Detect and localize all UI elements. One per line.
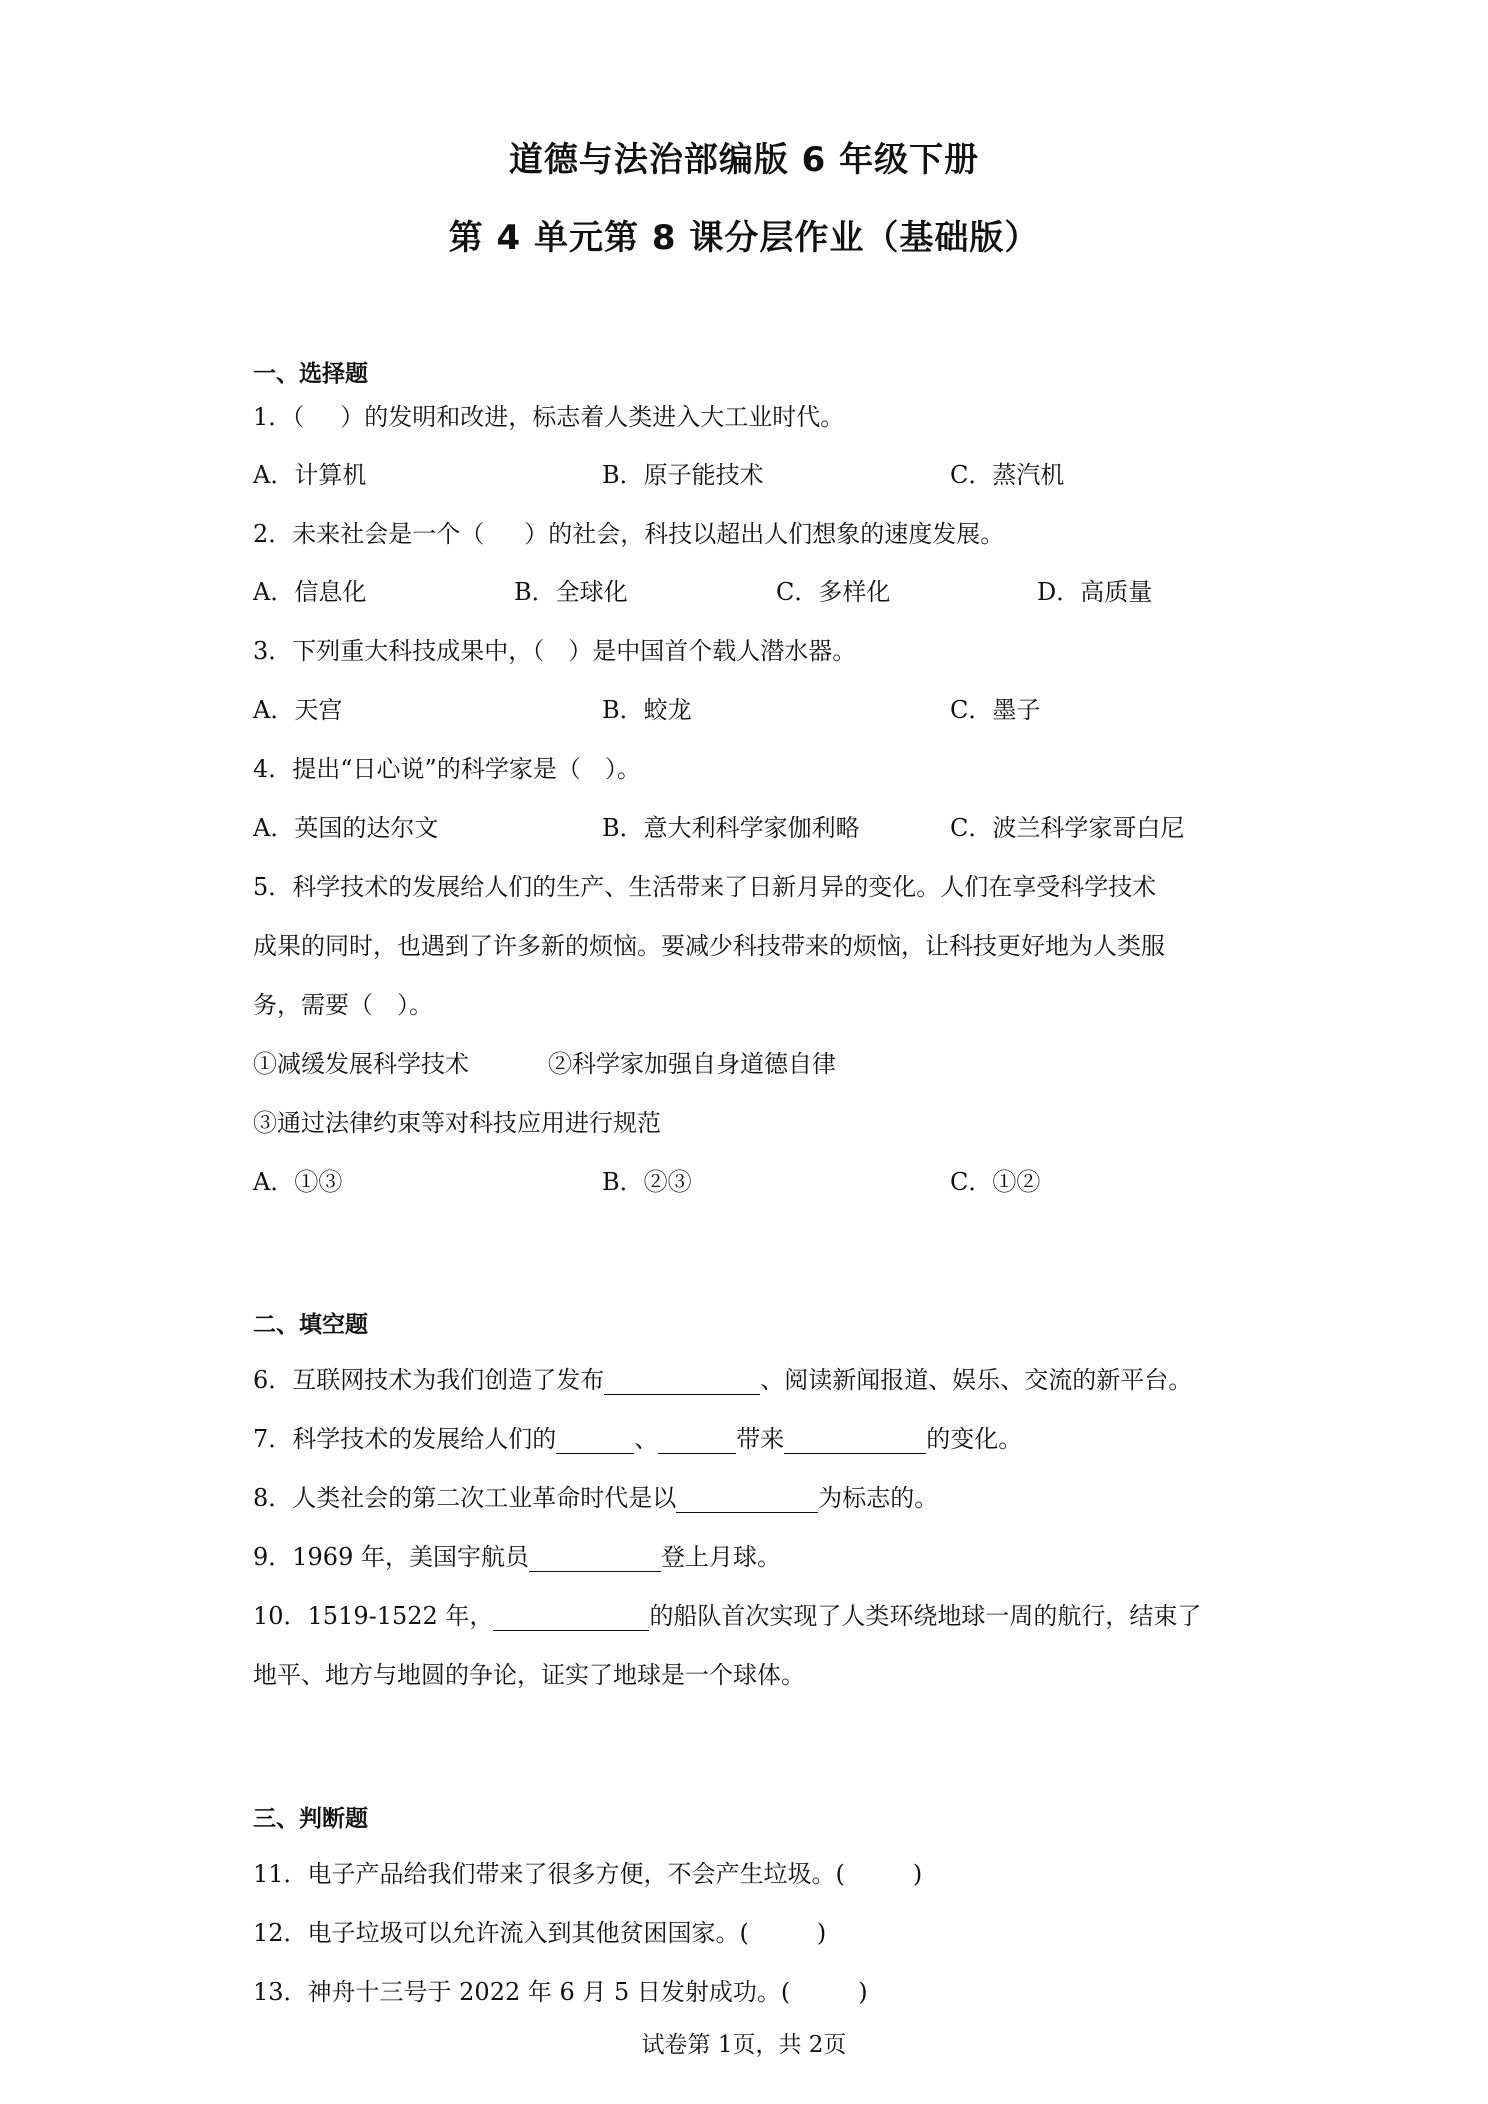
statement-3: ③通过法律约束等对科技应用进行规范: [253, 1109, 661, 1137]
closing-paren: ): [912, 1860, 923, 1888]
question-6: [253, 1365, 1192, 1395]
title-line-1: 道德与法治部编版 6 年级下册: [508, 140, 980, 180]
option-2b: B．全球化: [514, 578, 628, 606]
page-footer: 试卷第 1页，共 2页: [641, 2032, 847, 2058]
option-2d: D．高质量: [1037, 578, 1153, 606]
option-5b: B．②③: [602, 1168, 692, 1196]
question-text-post: 为标志的。: [818, 1484, 939, 1512]
option-3a: A．天宫: [253, 696, 343, 724]
question-11: [253, 1859, 922, 1889]
question-text-post: ）。: [604, 755, 641, 783]
option-2c: C．多样化: [776, 578, 891, 606]
question-12: [253, 1918, 826, 1948]
question-text-pre: 10．1519-1522 年，: [253, 1602, 494, 1630]
section-heading-judge: 三、判断题: [253, 1806, 368, 1832]
question-9: [253, 1542, 781, 1572]
option-2a: A．信息化: [253, 578, 367, 606]
question-text: 11．电子产品给我们带来了很多方便，不会产生垃圾。(: [253, 1860, 845, 1888]
question-text-pre: 务，需要（: [253, 991, 373, 1019]
option-3c: C．墨子: [950, 696, 1041, 724]
question-5-line-1: 5．科学技术的发展给人们的生产、生活带来了日新月异的变化。人们在享受科学技术: [253, 873, 1157, 901]
option-1b: B．原子能技术: [602, 461, 764, 489]
option-5c: C．①②: [950, 1168, 1041, 1196]
question-text-post: ）是中国首个载人潜水器。: [568, 637, 857, 665]
question-text-pre: 下列重大科技成果中，（: [292, 637, 545, 665]
answer-blank[interactable]: [529, 1545, 661, 1572]
question-text-pre: 7．科学技术的发展给人们的: [253, 1425, 557, 1453]
question-10-line-2: 地平、地方与地圆的争论，证实了地球是一个球体。: [253, 1661, 805, 1689]
title-line-2: 第 4 单元第 8 课分层作业（基础版）: [448, 218, 1040, 258]
answer-blank[interactable]: [658, 1427, 736, 1454]
option-4c: C．波兰科学家哥白尼: [950, 814, 1185, 842]
question-text-post: ）的发明和改进，标志着人类进入大工业时代。: [340, 403, 845, 431]
question-10-line-1: [253, 1601, 1201, 1631]
question-text-pre: 提出“日心说”的科学家是（: [292, 755, 581, 783]
question-1: [253, 402, 844, 432]
question-3: [253, 636, 856, 666]
question-text-post: 的船队首次实现了人类环绕地球一周的航行，结束了: [649, 1602, 1202, 1630]
question-text-post: ）。: [397, 991, 433, 1019]
question-text-pre: （: [292, 403, 305, 431]
question-number: 2．: [253, 520, 293, 548]
question-4: [253, 754, 641, 784]
question-text-post: 、阅读新闻报道、娱乐、交流的新平台。: [760, 1366, 1193, 1394]
question-text-pre: 未来社会是一个（: [292, 520, 485, 548]
answer-blank[interactable]: [556, 1427, 634, 1454]
section-heading-fill: 二、填空题: [253, 1312, 368, 1338]
question-text-mid: 带来: [736, 1425, 785, 1453]
question-7: [253, 1424, 1022, 1454]
question-text: 12．电子垃圾可以允许流入到其他贫困国家。(: [253, 1919, 749, 1947]
closing-paren: ): [816, 1919, 827, 1947]
question-text-pre: 9．1969 年，美国宇航员: [253, 1543, 529, 1571]
question-text-pre: 8．人类社会的第二次工业革命时代是以: [253, 1484, 677, 1512]
question-5-line-3: [253, 990, 433, 1020]
question-text-post: ）的社会，科技以超出人们想象的速度发展。: [524, 520, 1005, 548]
option-1a: A．计算机: [253, 461, 367, 489]
answer-blank[interactable]: [676, 1486, 818, 1513]
question-text: 13．神舟十三号于 2022 年 6 月 5 日发射成功。(: [253, 1978, 791, 2006]
question-8: [253, 1483, 938, 1513]
question-5-line-2: 成果的同时，也遇到了许多新的烦恼。要减少科技带来的烦恼，让科技更好地为人类服: [253, 932, 1165, 960]
question-13: [253, 1977, 868, 2007]
option-1c: C．蒸汽机: [950, 461, 1065, 489]
option-3b: B．蛟龙: [602, 696, 692, 724]
answer-blank[interactable]: [784, 1427, 926, 1454]
option-4b: B．意大利科学家伽利略: [602, 814, 860, 842]
question-text-pre: 6．互联网技术为我们创造了发布: [253, 1366, 605, 1394]
answer-blank[interactable]: [493, 1604, 649, 1631]
question-number: 1．: [253, 403, 293, 431]
answer-blank[interactable]: [604, 1368, 760, 1395]
question-number: 3．: [253, 637, 293, 665]
question-number: 4．: [253, 755, 293, 783]
closing-paren: ): [858, 1978, 868, 2006]
question-text-post: 登上月球。: [660, 1543, 781, 1571]
option-5a: A．①③: [253, 1168, 343, 1196]
statement-1: ①减缓发展科学技术: [253, 1050, 469, 1078]
statement-2: ②科学家加强自身道德自律: [548, 1050, 836, 1078]
question-text-mid: 、: [634, 1425, 659, 1453]
option-4a: A．英国的达尔文: [253, 814, 439, 842]
section-heading-choice: 一、选择题: [253, 361, 368, 387]
question-text-post: 的变化。: [926, 1425, 1023, 1453]
question-2: [253, 519, 1004, 549]
